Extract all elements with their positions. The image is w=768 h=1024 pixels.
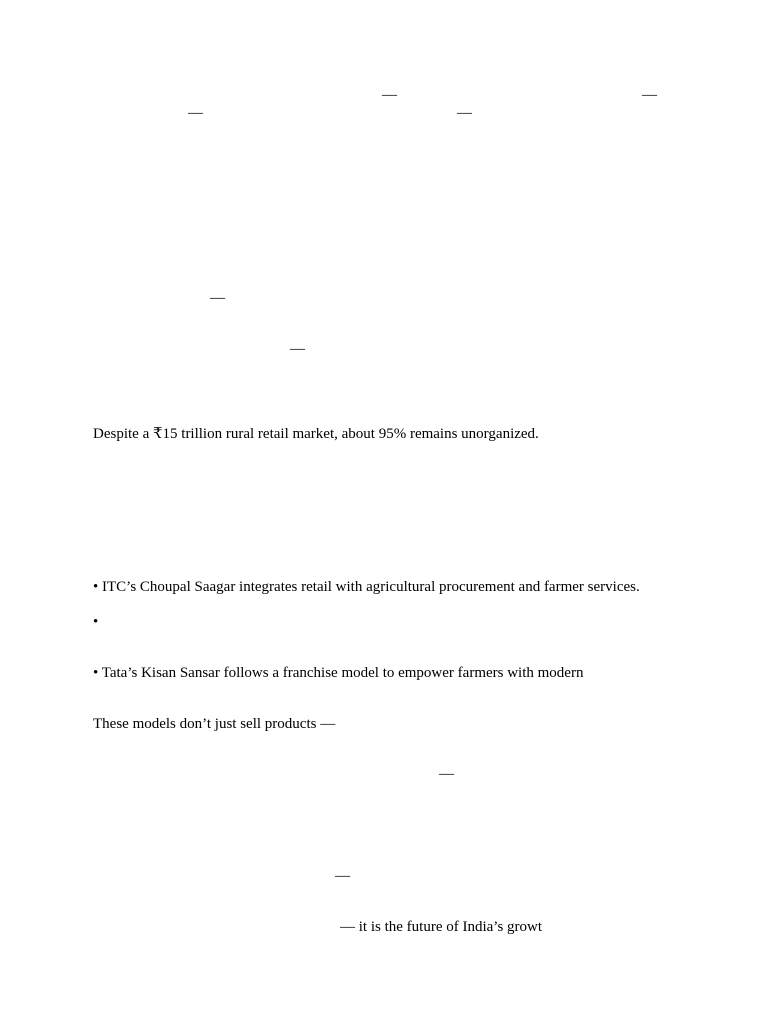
- paragraph-rural-market: Despite a ₹15 trillion rural retail market, about 95% remains unorganized.: [93, 426, 539, 442]
- paragraph-models-sell: These models don’t just sell products —: [93, 716, 336, 732]
- dash-fragment: —: [382, 87, 397, 103]
- paragraph-future-growth: — it is the future of India’s growt: [340, 919, 543, 935]
- dash-fragment: —: [290, 341, 305, 357]
- bullet-tata-kisan-sansar: • Tata’s Kisan Sansar follows a franchise model to empower farmers with modern: [93, 665, 584, 681]
- bullet-itc-choupal-saagar: • ITC’s Choupal Saagar integrates retail with agricultural procurement and farmer services.: [93, 579, 640, 595]
- bullet-empty: •: [93, 614, 99, 630]
- dash-fragment: —: [210, 290, 225, 306]
- dash-fragment: —: [457, 105, 472, 121]
- dash-fragment: —: [335, 868, 350, 884]
- dash-fragment: —: [642, 87, 657, 103]
- dash-fragment: —: [439, 766, 454, 782]
- dash-fragment: —: [188, 105, 203, 121]
